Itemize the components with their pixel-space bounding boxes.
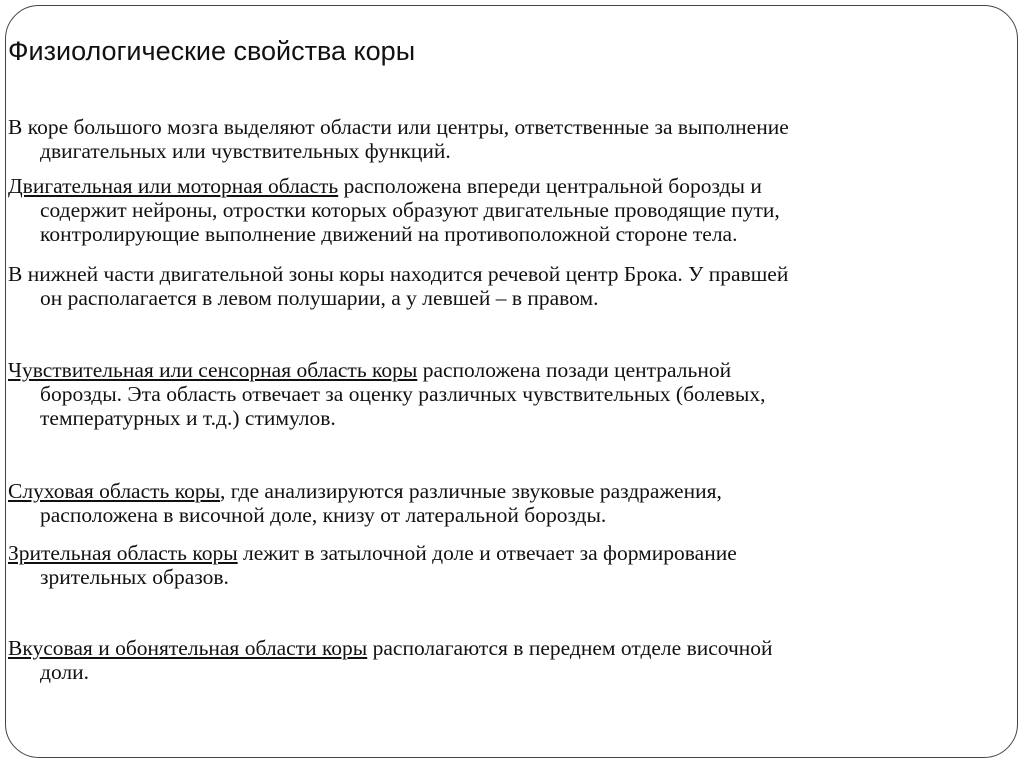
text-line: В нижней части двигательной зоны коры находится речевой центр Брока. У правшей bbox=[8, 262, 789, 286]
term-motor-area: Двигательная или моторная область bbox=[8, 174, 339, 198]
text-line: двигательных или чувствительных функций. bbox=[40, 139, 451, 163]
paragraph-motor-area bbox=[8, 174, 780, 246]
term-taste-smell-area: Вкусовая и обонятельная области коры bbox=[8, 636, 368, 660]
term-auditory-area: Слуховая область коры bbox=[8, 479, 221, 503]
text-line: располагаются в переднем отделе височной bbox=[367, 636, 773, 660]
term-visual-area: Зрительная область коры bbox=[8, 541, 238, 565]
text-line: контролирующие выполнение движений на противоположной стороне тела. bbox=[40, 222, 738, 246]
text-line: температурных и т.д.) стимулов. bbox=[40, 406, 336, 430]
paragraph-visual-area bbox=[8, 541, 737, 589]
text-line: борозды. Эта область отвечает за оценку различных чувствительных (болевых, bbox=[40, 382, 766, 406]
paragraph-broca bbox=[8, 262, 788, 310]
slide-title: Физиологические свойства коры bbox=[8, 36, 416, 66]
text-line: он располагается в левом полушарии, а у левшей – в правом. bbox=[40, 286, 599, 310]
paragraph-cortex-centers bbox=[8, 115, 789, 163]
text-line: расположена впереди центральной борозды и bbox=[338, 174, 762, 198]
term-sensory-area: Чувствительная или сенсорная область коры bbox=[8, 358, 418, 382]
text-line: доли. bbox=[40, 660, 90, 684]
text-line: расположена в височной доле, книзу от латеральной борозды. bbox=[40, 503, 607, 527]
paragraph-auditory-area bbox=[8, 479, 722, 527]
paragraph-sensory-area bbox=[8, 358, 766, 430]
text-line: лежит в затылочной доле и отвечает за формирование bbox=[237, 541, 737, 565]
paragraph-taste-smell-area bbox=[8, 636, 773, 684]
text-line: содержит нейроны, отростки которых образуют двигательные проводящие пути, bbox=[40, 198, 780, 222]
text-line: расположена позади центральной bbox=[417, 358, 732, 382]
text-line: В коре большого мозга выделяют области или центры, ответственные за выполнение bbox=[8, 115, 789, 139]
text-line: зрительных образов. bbox=[40, 565, 229, 589]
text-line: , где анализируются различные звуковые раздражения, bbox=[220, 479, 722, 503]
